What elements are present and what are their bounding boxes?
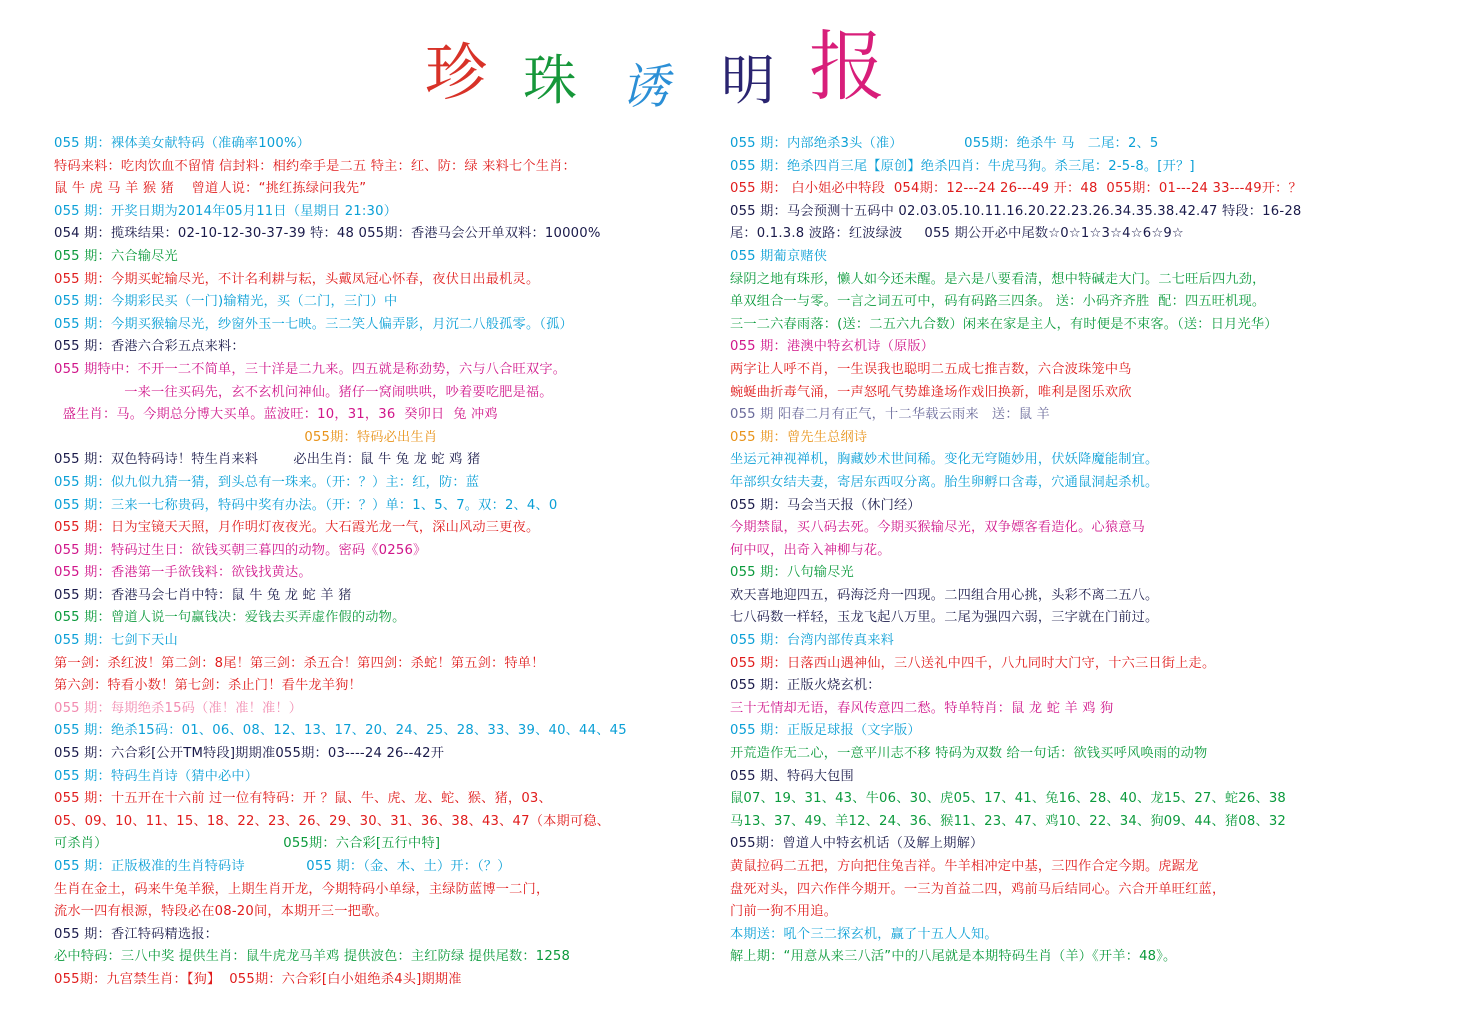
left-column	[54, 133, 694, 992]
right-text-line: 绿阴之地有珠形，懒人如今还未醒。是六是八要看清，想中特碱走大门。二七旺后四九劲，	[730, 271, 1266, 287]
right-text-line: 055 期：八句输尽光	[730, 565, 854, 581]
right-text-line: 年部织女结夫妻，寄居东西叹分离。胎生卵孵口含毒，穴通鼠洞起杀机。	[730, 474, 1159, 490]
right-text-line: 055 期、特码大包围	[730, 768, 854, 784]
right-text-line: 055 期：日落西山遇神仙，三八送礼中四千，八九同时大门守，十六三日街上走。	[730, 655, 1216, 671]
right-text-line: 两字让人呼不肖，一生误我也聪明二五成七推吉数，六合波珠笼中鸟	[730, 361, 1132, 377]
title-char-5: 报	[809, 22, 885, 111]
left-text-line: 第一剑：杀红波！第二剑：8尾！第三剑：杀五合！第四剑：杀蛇！第五剑：特单！	[54, 655, 545, 671]
right-text-line: 坐运元神视禅机，胸藏妙术世间稀。变化无穹随妙用，伏妖降魔能制宜。	[730, 452, 1159, 468]
left-text-line: 特码来料：吃肉饮血不留情 信封料：相约牵手是二五 特主：红、防：绿 来料七个生肖：	[54, 158, 576, 174]
left-text-line: 鼠 牛 虎 马 羊 猴 猪 曾道人说：“挑红拣绿问我先”	[54, 181, 367, 197]
title-char-1: 珍	[425, 36, 488, 109]
right-text-line: 055 期：正版足球报（文字版）	[730, 723, 921, 739]
right-text-line: 七八码数一样轻，玉龙飞起八万里。二尾为强四六弱，三字就在门前过。	[730, 610, 1159, 626]
left-text-line: 055 期：特码过生日：欲钱买朝三暮四的动物。密码《0256》	[54, 542, 427, 558]
left-text-line: 055 期：开奖日期为2014年05月11日（星期日 21:30）	[54, 203, 398, 219]
left-text-line: 可杀肖） 055期：六合彩[五行中特]	[54, 836, 441, 852]
left-text-line: 055 期：日为宝镜天天照，月作明灯夜夜光。大石霞光龙一气，深山风动三更夜。	[54, 520, 540, 536]
right-text-line: 055 期： 白小姐必中特段 054期：12---24 26---49 开：48 055期：01---24 33---49开：？	[730, 181, 1302, 197]
title-char-3: 诱	[621, 59, 670, 115]
left-text-line: 055 期特中：不开一二不简单，三十洋是二九来。四五就是称劲势，六与八合旺双字。	[54, 361, 567, 377]
right-text-line: 055 期：曾先生总纲诗	[730, 429, 868, 445]
left-text-line: 盛生肖：马。今期总分博大买单。蓝波旺：10，31，36 癸卯日 兔 冲鸡	[54, 407, 498, 423]
right-text-line: 055 期：马会当天报（休门经）	[730, 497, 921, 513]
right-text-line: 马13、37、49、羊12、24、36、猴11、23、47、鸡10、22、34、狗09、44、猪08、32	[730, 813, 1287, 829]
left-text-line: 055 期：似九似九猜一猜，到头总有一珠来。（开：？）主：红，防：蓝	[54, 474, 480, 490]
right-text-line: 本期送：吼个三二探玄机，赢了十五人人知。	[730, 926, 998, 942]
right-text-line: 蜿蜒曲折毒气涌，一声怒吼气势雄逢场作戏旧换新，唯利是图乐欢欣	[730, 384, 1132, 400]
right-text-line: 055 期葡京赌侠	[730, 248, 828, 264]
left-text-line: 055 期：正版极准的生肖特码诗 055 期：（金、木、土）开：（？）	[54, 859, 511, 874]
left-text-line: 055 期：七剑下天山	[54, 633, 178, 649]
title-char-2: 珠	[523, 49, 577, 112]
right-text-line: 尾：0.1.3.8 波路：红波绿波 055 期公开必中尾数☆0☆1☆3☆4☆6☆9☆	[730, 226, 1184, 242]
right-text-line: 门前一狗不用追。	[730, 904, 838, 920]
right-text-line: 鼠07、19、31、43、牛06、30、虎05、17、41、兔16、28、40、龙15、27、蛇26、38	[730, 791, 1287, 807]
right-text-line: 055 期：正版火烧玄机：	[730, 678, 881, 694]
left-text-line: 055期：特码必出生肖	[54, 429, 438, 445]
left-text-line: 055 期：六合彩[公开TM特段]期期准055期：03----24 26--42开	[54, 746, 445, 762]
right-text-line: 055期：曾道人中特玄机话（及解上期解）	[730, 836, 984, 852]
right-text-line: 解上期：“用意从来三八活”中的八尾就是本期特码生肖（羊）《开羊：48》。	[730, 949, 1177, 965]
right-text-line: 055 期：内部绝杀3头（准） 055期：绝杀牛 马 二尾：2、5	[730, 136, 1159, 151]
right-text-line: 055 期：港澳中特玄机诗（原版）	[730, 339, 935, 355]
left-text-line: 必中特码：三八中奖 提供生肖：鼠牛虎龙马羊鸡 提供波色：主红防绿 提供尾数：1258	[54, 949, 571, 965]
right-text-line: 盘死对头，四六作伴今期开。一三为首益二四，鸡前马后结同心。六合开单旺红蓝，	[730, 881, 1226, 897]
right-text-line: 055 期：马会预测十五码中 02.03.05.10.11.16.20.22.23.26.34.35.38.42.47 特段：16-28	[730, 203, 1302, 219]
left-text-line: 流水一四有根源，特段必在08-20间，本期开三一把歌。	[54, 904, 388, 920]
right-text-line: 055 期：绝杀四肖三尾【原创】绝杀四肖：牛虎马狗。杀三尾：2-5-8。[开？]	[730, 158, 1195, 174]
left-text-line: 055 期：每期绝杀15码（准！准！准！）	[54, 700, 303, 716]
left-text-line: 055 期：裸体美女献特码（准确率100%）	[54, 136, 311, 151]
left-text-line: 055期：九宫禁生肖：【狗】 055期：六合彩[白小姐绝杀4头]期期准	[54, 971, 462, 987]
title-char-4: 明	[721, 49, 775, 112]
right-column	[730, 133, 1430, 969]
left-text-line: 055 期：三来一七称贵码，特码中奖有办法。（开：？）单：1、5、7。双：2、4、0	[54, 497, 558, 513]
right-text-line: 055 期 阳春二月有正气，十二华载云雨来 送：鼠 羊	[730, 407, 1050, 423]
right-text-line: 开荒造作无二心，一意平川志不移 特码为双数 给一句话：欲钱买呼风唤雨的动物	[730, 746, 1208, 762]
right-text-line: 单双组合一与零。一言之词五可中，码有码路三四条。 送：小码齐齐胜 配：四五旺机现。	[730, 294, 1266, 310]
right-text-line: 三一二六春雨落：(送：二五六九合数）闲来在家是主人，有时便是不束客。（送：日月光华）	[730, 316, 1278, 332]
right-text-line: 何中叹，出奇入神柳与花。	[730, 542, 891, 558]
left-text-line: 055 期：香江特码精选报：	[54, 926, 219, 942]
left-text-line: 一来一往买码先，玄不玄机问神仙。猪仔一窝闹哄哄，吵着要吃肥是福。	[54, 384, 553, 400]
right-text-line: 今期禁鼠，买八码去死。今期买猴输尽光，双争嫖客看造化。心猿意马	[730, 520, 1146, 536]
left-text-line: 055 期：香港六合彩五点来料：	[54, 339, 245, 355]
right-text-line: 055 期：台湾内部传真来料	[730, 633, 895, 649]
left-text-line: 055 期：香港第一手欲钱料：欲钱找黄达。	[54, 565, 312, 581]
left-text-line: 055 期：香港马会七肖中特：鼠 牛 兔 龙 蛇 羊 猪	[54, 587, 352, 603]
right-text-line: 三十无情却无语，春风传意四二愁。特单特肖：鼠 龙 蛇 羊 鸡 狗	[730, 700, 1114, 716]
left-text-line: 055 期：今期买蛇输尽光，不计名利耕与耘，头戴凤冠心怀春，夜伏日出最机灵。	[54, 271, 540, 287]
left-text-line: 055 期：特码生肖诗（猜中必中）	[54, 768, 259, 784]
page-title	[425, 22, 905, 118]
left-text-line: 第六剑：特看小数！第七剑：杀止门！看牛龙羊狗！	[54, 678, 362, 694]
left-text-line: 055 期：曾道人说一句赢钱决：爱钱去买弄虚作假的动物。	[54, 610, 406, 626]
right-text-line: 黄鼠拉码二五把，方向把住兔吉祥。牛羊相冲定中基，三四作合定今期。虎踞龙	[730, 859, 1199, 874]
left-text-line: 055 期：绝杀15码：01、06、08、12、13、17、20、24、25、28、33、39、40、44、45	[54, 723, 627, 739]
right-text-line: 欢天喜地迎四五，码海泛舟一四现。二四组合用心挑，头彩不离二五八。	[730, 587, 1159, 603]
left-text-line: 生肖在金土，码来牛兔羊猴，上期生肖开龙，今期特码小单绿，主绿防蓝博一二门，	[54, 881, 550, 897]
left-text-line: 05、09、10、11、15、18、22、23、26、29、30、31、36、38、43、47（本期可稳、	[54, 813, 611, 829]
left-text-line: 055 期：六合输尽光	[54, 248, 178, 264]
left-text-line: 055 期：双色特码诗！特生肖来料 必出生肖：鼠 牛 兔 龙 蛇 鸡 猪	[54, 452, 481, 468]
left-text-line: 055 期：今期彩民买（一门)输精光，买（二门，三门）中	[54, 294, 398, 310]
left-text-line: 055 期：今期买猴输尽光，纱窗外玉一七映。三二笑人偏弄影，月沉二八般孤零。（孤）	[54, 316, 573, 332]
left-text-line: 054 期：揽珠结果：02-10-12-30-37-39 特：48 055期：香港马会公开单双料：10000%	[54, 226, 601, 242]
left-text-line: 055 期：十五开在十六前 过一位有特码：开 ？鼠、牛、虎、龙、蛇、猴、猪，03、	[54, 791, 552, 807]
